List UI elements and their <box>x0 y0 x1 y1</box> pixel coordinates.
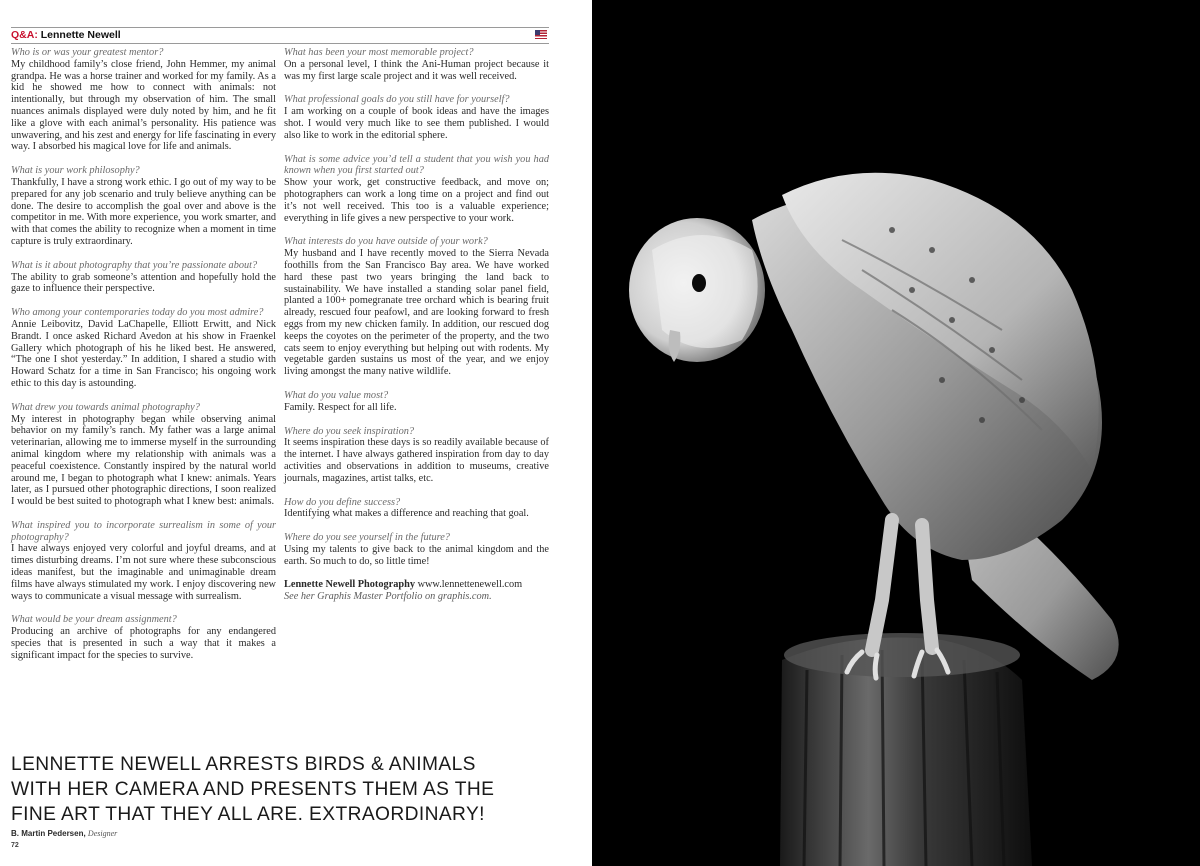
pull-quote-line: WITH HER CAMERA AND PRESENTS THEM AS THE <box>11 779 495 800</box>
question: What would be your dream assignment? <box>11 614 177 626</box>
answer: I have always enjoyed very colorful and joyful dreams, and at times disturbing dreams. I’m not sure where these subconscious ideas manifest, but the imaginable and unimaginable dream films have always stimulated my work. I enjoy discovering new ways to communicate a visual message with surrealism. <box>11 543 276 602</box>
qa-block <box>11 614 276 661</box>
answer: Using my talents to give back to the animal kingdom and the earth. So much to do, so little time! <box>284 543 549 567</box>
qa-block <box>11 47 276 153</box>
header-title <box>11 29 121 41</box>
credit-url[interactable]: www.lennettenewell.com <box>417 579 523 591</box>
question: Where do you see yourself in the future? <box>284 532 450 544</box>
answer: On a personal level, I think the Ani-Human project because it was my first large scale project and it was well received. <box>284 58 549 82</box>
question: Where do you seek inspiration? <box>284 425 415 437</box>
qa-block <box>284 94 549 141</box>
question: What drew you towards animal photography? <box>11 401 200 413</box>
answer: Show your work, get constructive feedback, and move on; photographers can work a long time on a project and find out it’s not well received. This too is a valuable experience; everything in life gives a new perspective to your work. <box>284 177 549 224</box>
pull-quote <box>11 752 571 827</box>
owl-photograph <box>592 0 1200 866</box>
attribution-name: B. Martin Pedersen, <box>11 829 86 838</box>
barn-owl-image <box>592 0 1200 866</box>
answer: Family. Respect for all life. <box>284 401 397 413</box>
answer: My husband and I have recently moved to the Sierra Nevada foothills from the San Francisco Bay area. We have worked hard these past two years bringing the land back to sustainability. We have installed a standing solar panel field, planted a 100+ pomegranate tree orchard which is bearing fruit already, rescued four peafowl, and are looking forward to fresh eggs from my new chicken family. In addition, our rescued dog keeps the coyotes on the perimeter of the property, and the two cats seem to enjoy everything but helping out with rodents. My vegetable garden sustains us most of the year, and we enjoy living amongst the many native wildlife. <box>284 248 549 378</box>
answer: I am working on a couple of book ideas and have the images shot. I would very much like to see them published. I would also like to work in the editorial sphere. <box>284 106 549 141</box>
article-page <box>0 0 592 866</box>
qa-block <box>11 520 276 603</box>
header-prefix: Q&A: <box>11 29 38 41</box>
question: What interests do you have outside of your work? <box>284 236 488 248</box>
question: What is some advice you’d tell a student that you wish you had known when you first started out? <box>284 153 549 177</box>
qa-block <box>284 154 549 225</box>
question: What is it about photography that you’re passionate about? <box>11 259 258 271</box>
photographer-credit <box>284 579 549 603</box>
qa-block <box>284 390 549 414</box>
quote-attribution <box>11 829 117 838</box>
qa-block <box>284 236 549 378</box>
attribution-role: Designer <box>87 829 118 838</box>
qa-block <box>11 165 276 248</box>
qa-block <box>284 426 549 485</box>
page-number: 72 <box>11 842 19 849</box>
answer: My interest in photography began while observing animal behavior on my family’s ranch. My father was a large animal veterinarian, allowing me to immerse myself in the surrounding animal kingdom where my relationship with animals was a peaceful coexistence. Constantly inspired by the natural world around me, I began to photograph what I knew: animals. Years later, as I pursued other photographic directions, I soon realized I would be best suited to photograph what I knew best: animals. <box>11 413 276 508</box>
question: Who among your contemporaries today do you most admire? <box>11 307 264 319</box>
pull-quote-line: FINE ART THAT THEY ALL ARE. EXTRAORDINARY! <box>11 804 485 825</box>
qa-block <box>11 307 276 390</box>
answer: Producing an archive of photographs for any endangered species that is presented in such a way that it makes a significant impact for the species to survive. <box>11 626 276 661</box>
qa-block <box>11 402 276 508</box>
question: What professional goals do you still have for yourself? <box>284 94 510 106</box>
answer: The ability to grab someone’s attention and hopefully hold the gaze to influence their perspective. <box>11 271 276 295</box>
question: What has been your most memorable project? <box>284 47 474 58</box>
credit-studio: Lennette Newell Photography <box>284 579 415 591</box>
article-header <box>11 27 549 44</box>
qa-block <box>284 47 549 82</box>
question: What inspired you to incorporate surrealism in some of your photography? <box>11 519 276 543</box>
answer: Annie Leibovitz, David LaChapelle, Elliott Erwitt, and Nick Brandt. I once asked Richard Avedon at his show in Fraenkel Gallery which photograph of his he liked best. He answered, “The one I shot yesterday.” In addition, I shared a studio with Howard Schatz for a time in San Francisco; his ongoing work ethic to this day is astounding. <box>11 318 276 389</box>
qa-block <box>284 497 549 521</box>
us-flag-icon <box>535 30 547 39</box>
answer: Identifying what makes a difference and reaching that goal. <box>284 508 529 520</box>
answer: It seems inspiration these days is so readily available because of the internet. I have always gathered inspiration from day to day activities and observations in addition to museums, creative journals, magazines, artist talks, etc. <box>284 437 549 484</box>
credit-portfolio-note: See her Graphis Master Portfolio on graphis.com. <box>284 591 492 603</box>
pull-quote-line: LENNETTE NEWELL ARRESTS BIRDS & ANIMALS <box>11 754 476 775</box>
question: Who is or was your greatest mentor? <box>11 47 164 58</box>
interview-column-2 <box>284 47 549 603</box>
question: What is your work philosophy? <box>11 165 140 177</box>
qa-block <box>284 532 549 567</box>
answer: Thankfully, I have a strong work ethic. I go out of my way to be prepared for any job scenario and truly believe anything can be done. The desire to accomplish the goal over and above is the competitor in me. With more experience, you work smarter, and with that comes the ability to recognize when a moment in time capture is truly extraordinary. <box>11 176 276 247</box>
question: How do you define success? <box>284 496 401 508</box>
question: What do you value most? <box>284 389 389 401</box>
qa-block <box>11 260 276 295</box>
interview-column-1 <box>11 47 276 674</box>
answer: My childhood family’s close friend, John Hemmer, my animal grandpa. He was a horse trainer and worked for my family. As a kid he showed me how to connect with animals: not intentionally, but through my observation of him. The small nuances animals displayed were duly noted by him, and he fit like a glove with each animal’s personality. His patience was unwavering, and his zest and energy for life fascinating in every way. I absorbed his magical love for life and animals. <box>11 58 276 153</box>
header-name: Lennette Newell <box>40 29 121 41</box>
